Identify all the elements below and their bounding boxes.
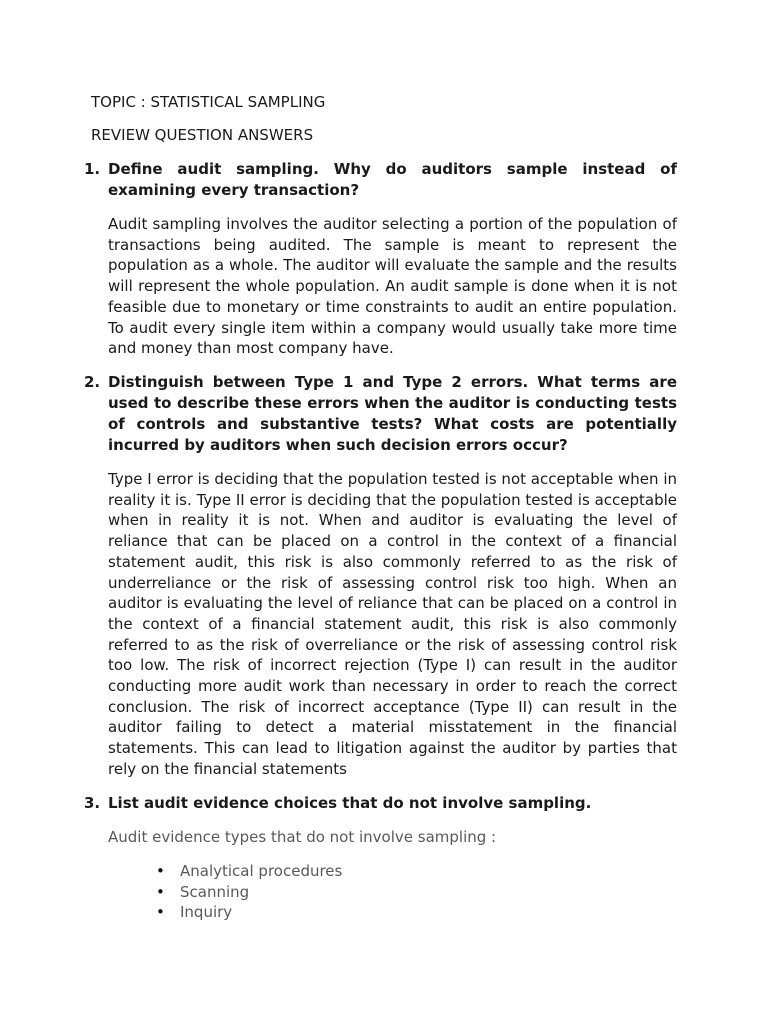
topic-heading: TOPIC : STATISTICAL SAMPLING [91, 93, 326, 111]
list-item-label: Inquiry [180, 903, 233, 921]
list-item [156, 902, 342, 923]
question-number-3: 3. [84, 794, 101, 812]
bullet-icon: • [156, 882, 165, 901]
question-number-2: 2. [84, 373, 101, 391]
list-item [156, 882, 342, 903]
list-item [156, 861, 342, 882]
answer-1-text: Audit sampling involves the auditor selecting a portion of the population of transactions being audited. The sample is meant to represent the population as a whole. The auditor will evaluate the sample and the results will represent the whole population. An audit sample is done when it is not feasible due to monetary or time constraints to audit an entire population. To audit every single item within a company would usually take more time and money than most company have. [108, 215, 677, 358]
answer-3-intro: Audit evidence types that do not involve sampling : [108, 828, 497, 846]
evidence-list [156, 861, 342, 923]
review-heading: REVIEW QUESTION ANSWERS [91, 126, 314, 144]
list-item-label: Analytical procedures [180, 862, 343, 880]
question-3-text: List audit evidence choices that do not involve sampling. [108, 794, 592, 812]
question-number-1: 1. [84, 160, 101, 178]
answer-2-text: Type I error is deciding that the population tested is not acceptable when in reality it is. Type II error is deciding that the population tested is acceptable when in reality it is not. When and auditor is evaluating the level of reliance that can be placed on a control in the context of a financial statement audit, this risk is also commonly referred to as the risk of underreliance or the risk of assessing control risk too high. When an auditor is evaluating the level of reliance that can be placed on a control in the context of a financial statement audit, this risk is also commonly referred to as the risk of overreliance or the risk of assessing control risk too low. The risk of incorrect rejection (Type I) can result in the auditor conducting more audit work than necessary in order to reach the correct conclusion. The risk of incorrect acceptance (Type II) can result in the auditor failing to detect a material misstatement in the financial statements. This can lead to litigation against the auditor by parties that rely on the financial statements [108, 470, 677, 778]
list-item-label: Scanning [180, 882, 250, 901]
bullet-icon: • [156, 903, 165, 921]
bullet-icon: • [156, 862, 165, 880]
question-2-text: Distinguish between Type 1 and Type 2 errors. What terms are used to describe these errors when the auditor is conducting tests of controls and substantive tests? What costs are potentially incurred by auditors when such decision errors occur? [108, 373, 677, 454]
question-1-text: Define audit sampling. Why do auditors sample instead of examining every transaction? [108, 160, 677, 199]
